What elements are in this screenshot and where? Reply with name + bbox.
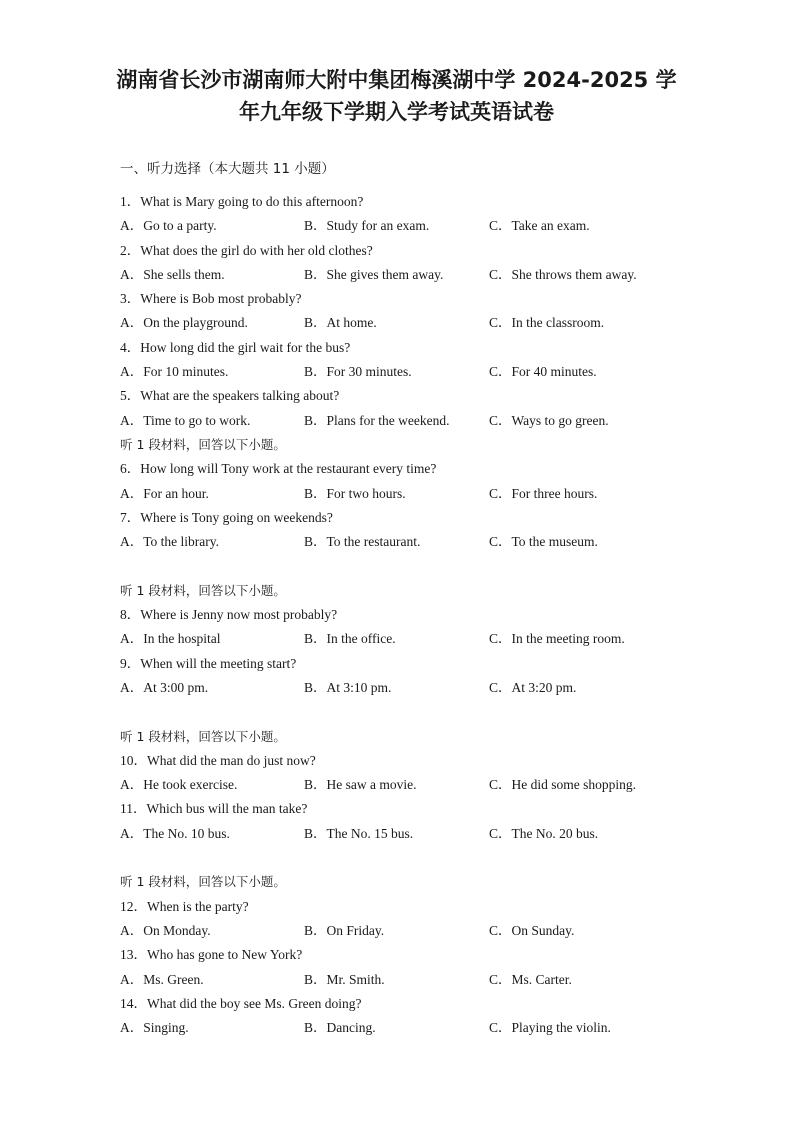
option-6a: A．For an hour. xyxy=(120,485,209,501)
options-13 xyxy=(120,968,680,992)
option-3b: B．At home. xyxy=(304,315,377,331)
option-13b: B．Mr. Smith. xyxy=(304,971,385,987)
option-4b: B．For 30 minutes. xyxy=(304,364,412,380)
option-13c: C．Ms. Carter. xyxy=(489,971,572,987)
option-1a: A．Go to a party. xyxy=(120,218,217,234)
question-6: 6．How long will Tony work at the restaurant every time? xyxy=(120,461,437,477)
question-12: 12．When is the party? xyxy=(120,898,249,914)
options-6 xyxy=(120,482,680,506)
question-5: 5．What are the speakers talking about? xyxy=(120,388,340,404)
spacer xyxy=(120,700,680,724)
option-11c: C．The No. 20 bus. xyxy=(489,825,599,841)
option-6c: C．For three hours. xyxy=(489,485,598,501)
title-line-1: 湖南省长沙市湖南师大附中集团梅溪湖中学 2024-2025 学 xyxy=(116,68,677,92)
option-7b: B．To the restaurant. xyxy=(304,534,421,550)
option-10c: C．He did some shopping. xyxy=(489,777,636,793)
options-9 xyxy=(120,676,680,700)
option-8a: A．In the hospital xyxy=(120,631,221,647)
option-8b: B．In the office. xyxy=(304,631,396,647)
question-11: 11．Which bus will the man take? xyxy=(120,801,308,817)
option-5b: B．Plans for the weekend. xyxy=(304,412,450,428)
listening-note-1: 听 1 段材料，回答以下小题。 xyxy=(120,436,286,452)
option-13a: A．Ms. Green. xyxy=(120,971,204,987)
options-5 xyxy=(120,409,680,433)
option-9a: A．At 3:00 pm. xyxy=(120,679,209,695)
section-heading-listening: 一、听力选择（本大题共 11 小题） xyxy=(120,161,335,177)
title-line-2: 年九年级下学期入学考试英语试卷 xyxy=(239,100,554,124)
option-3a: A．On the playground. xyxy=(120,315,248,331)
options-7 xyxy=(120,530,680,554)
options-12 xyxy=(120,919,680,943)
options-3 xyxy=(120,311,680,335)
option-10b: B．He saw a movie. xyxy=(304,777,417,793)
question-7: 7．Where is Tony going on weekends? xyxy=(120,509,333,525)
option-11a: A．The No. 10 bus. xyxy=(120,825,230,841)
spacer xyxy=(120,554,680,578)
options-10 xyxy=(120,773,680,797)
listening-note-2: 听 1 段材料，回答以下小题。 xyxy=(120,582,286,598)
option-12b: B．On Friday. xyxy=(304,922,385,938)
question-13: 13．Who has gone to New York? xyxy=(120,947,303,963)
option-12c: C．On Sunday. xyxy=(489,922,575,938)
question-14: 14．What did the boy see Ms. Green doing? xyxy=(120,995,362,1011)
question-4: 4．How long did the girl wait for the bus? xyxy=(120,339,351,355)
options-14 xyxy=(120,1016,680,1040)
option-1c: C．Take an exam. xyxy=(489,218,590,234)
option-11b: B．The No. 15 bus. xyxy=(304,825,414,841)
question-10: 10．What did the man do just now? xyxy=(120,752,316,768)
question-1: 1．What is Mary going to do this afternoon? xyxy=(120,194,364,209)
option-14c: C．Playing the violin. xyxy=(489,1020,611,1036)
option-1b: B．Study for an exam. xyxy=(304,218,430,234)
question-2: 2．What does the girl do with her old clothes? xyxy=(120,242,373,258)
option-2a: A．She sells them. xyxy=(120,266,225,282)
option-9b: B．At 3:10 pm. xyxy=(304,679,392,695)
listening-note-3: 听 1 段材料，回答以下小题。 xyxy=(120,728,286,744)
option-3c: C．In the classroom. xyxy=(489,315,605,331)
options-4 xyxy=(120,360,680,384)
listening-note-4: 听 1 段材料，回答以下小题。 xyxy=(120,874,286,890)
option-2c: C．She throws them away. xyxy=(489,266,637,282)
option-5a: A．Time to go to work. xyxy=(120,412,251,428)
option-4c: C．For 40 minutes. xyxy=(489,364,597,380)
option-5c: C．Ways to go green. xyxy=(489,412,609,428)
option-2b: B．She gives them away. xyxy=(304,266,444,282)
option-14b: B．Dancing. xyxy=(304,1020,376,1036)
question-list xyxy=(120,190,680,1040)
option-10a: A．He took exercise. xyxy=(120,777,238,793)
spacer xyxy=(120,846,680,870)
option-8c: C．In the meeting room. xyxy=(489,631,625,647)
option-9c: C．At 3:20 pm. xyxy=(489,679,577,695)
option-7c: C．To the museum. xyxy=(489,534,598,550)
exam-title xyxy=(100,64,693,128)
question-9: 9．When will the meeting start? xyxy=(120,655,297,671)
option-7a: A．To the library. xyxy=(120,534,220,550)
options-1 xyxy=(120,214,680,238)
options-11 xyxy=(120,822,680,846)
option-12a: A．On Monday. xyxy=(120,922,211,938)
question-8: 8．Where is Jenny now most probably? xyxy=(120,607,338,623)
options-8 xyxy=(120,627,680,651)
options-2 xyxy=(120,263,680,287)
option-4a: A．For 10 minutes. xyxy=(120,364,229,380)
option-14a: A．Singing. xyxy=(120,1020,189,1036)
question-3: 3．Where is Bob most probably? xyxy=(120,291,302,307)
option-6b: B．For two hours. xyxy=(304,485,406,501)
